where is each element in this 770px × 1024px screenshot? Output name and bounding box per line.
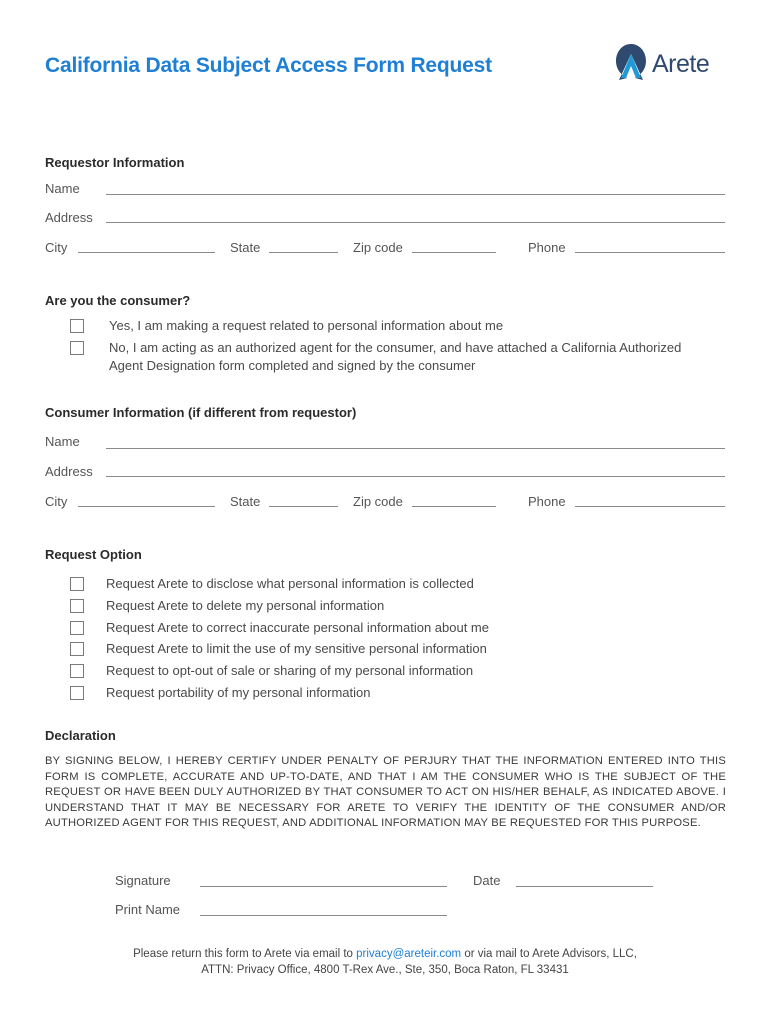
consumer-zip-field[interactable] bbox=[412, 506, 496, 507]
requestor-name-field[interactable] bbox=[106, 194, 725, 195]
signature-field[interactable] bbox=[200, 886, 447, 887]
request-delete-label: Request Arete to delete my personal information bbox=[106, 598, 385, 613]
consumer-agent-label-cont: Agent Designation form completed and signed by the consumer bbox=[109, 358, 476, 373]
requestor-city-field[interactable] bbox=[78, 252, 215, 253]
footer-suffix: or via mail to Arete Advisors, LLC, bbox=[461, 948, 637, 960]
consumer-question-heading: Are you the consumer? bbox=[45, 293, 191, 308]
consumer-name-label: Name bbox=[45, 434, 80, 449]
consumer-phone-label: Phone bbox=[528, 494, 566, 509]
requestor-state-field[interactable] bbox=[269, 252, 338, 253]
email-link[interactable]: privacy@areteir.com bbox=[356, 948, 462, 960]
requestor-phone-field[interactable] bbox=[575, 252, 725, 253]
requestor-phone-label: Phone bbox=[528, 240, 566, 255]
request-disclose-checkbox[interactable] bbox=[70, 577, 84, 591]
consumer-city-field[interactable] bbox=[78, 506, 215, 507]
consumer-agent-label: No, I am acting as an authorized agent for the consumer, and have attached a California Authorized bbox=[109, 340, 682, 355]
declaration-heading: Declaration bbox=[45, 728, 116, 743]
requestor-heading: Requestor Information bbox=[45, 155, 185, 170]
logo-text: Arete bbox=[652, 49, 710, 78]
consumer-info-heading: Consumer Information (if different from requestor) bbox=[45, 405, 357, 420]
declaration-text: BY SIGNING BELOW, I HEREBY CERTIFY UNDER PENALTY OF PERJURY THAT THE INFORMATION ENTERED INTO THIS FORM IS COMPLETE, ACCURATE AND UP-TO-DATE, AND THAT I AM THE CONSUMER WHO IS THE SUBJECT OF THE REQUEST OR HAVE BEEN DULY AUTHORIZED BY THAT CONSUMER TO ACT ON HIS/HER BEHALF, AS INDICATED ABOVE. I UNDERSTAND THAT IT MAY BE NECESSARY FOR ARETE TO VERIFY THE IDENTITY OF THE CONSUMER AND/OR AUTHORIZED AGENT FOR THIS REQUEST, AND ADDITIONAL INFORMATION MAY BE REQUESTED FOR THIS PURPOSE. bbox=[45, 755, 726, 829]
consumer-phone-field[interactable] bbox=[575, 506, 725, 507]
request-delete-checkbox[interactable] bbox=[70, 599, 84, 613]
footer-prefix: Please return this form to Arete via email to bbox=[133, 948, 357, 960]
request-optout-checkbox[interactable] bbox=[70, 664, 84, 678]
request-disclose-label: Request Arete to disclose what personal information is collected bbox=[106, 576, 474, 591]
consumer-address-label: Address bbox=[45, 464, 93, 479]
consumer-yes-label: Yes, I am making a request related to personal information about me bbox=[109, 318, 504, 333]
request-option-heading: Request Option bbox=[45, 547, 142, 562]
date-label: Date bbox=[473, 873, 501, 888]
company-logo bbox=[612, 44, 709, 84]
requestor-address-field[interactable] bbox=[106, 222, 725, 223]
consumer-city-label: City bbox=[45, 494, 68, 509]
consumer-agent-checkbox[interactable] bbox=[70, 341, 84, 355]
date-field[interactable] bbox=[516, 886, 653, 887]
request-limit-label: Request Arete to limit the use of my sensitive personal information bbox=[106, 641, 487, 656]
requestor-address-label: Address bbox=[45, 210, 93, 225]
requestor-name-label: Name bbox=[45, 181, 80, 196]
request-portability-checkbox[interactable] bbox=[70, 686, 84, 700]
requestor-state-label: State bbox=[230, 240, 261, 255]
footer-line-2: ATTN: Privacy Office, 4800 T-Rex Ave., Ste, 350, Boca Raton, FL 33431 bbox=[201, 964, 569, 976]
print-name-label: Print Name bbox=[115, 902, 181, 917]
consumer-state-label: State bbox=[230, 494, 261, 509]
consumer-name-field[interactable] bbox=[106, 448, 725, 449]
request-correct-label: Request Arete to correct inaccurate personal information about me bbox=[106, 620, 489, 635]
request-optout-label: Request to opt-out of sale or sharing of my personal information bbox=[106, 663, 474, 678]
consumer-address-field[interactable] bbox=[106, 476, 725, 477]
print-name-field[interactable] bbox=[200, 915, 447, 916]
footer-line-1 bbox=[45, 948, 725, 960]
consumer-zip-label: Zip code bbox=[353, 494, 403, 509]
requestor-zip-field[interactable] bbox=[412, 252, 496, 253]
request-portability-label: Request portability of my personal information bbox=[106, 685, 371, 700]
requestor-city-label: City bbox=[45, 240, 68, 255]
form-title: California Data Subject Access Form Request bbox=[45, 54, 492, 77]
requestor-zip-label: Zip code bbox=[353, 240, 403, 255]
request-limit-checkbox[interactable] bbox=[70, 642, 84, 656]
request-correct-checkbox[interactable] bbox=[70, 621, 84, 635]
consumer-state-field[interactable] bbox=[269, 506, 338, 507]
arete-mountain-logo-icon bbox=[612, 42, 650, 87]
consumer-yes-checkbox[interactable] bbox=[70, 319, 84, 333]
signature-label: Signature bbox=[115, 873, 171, 888]
